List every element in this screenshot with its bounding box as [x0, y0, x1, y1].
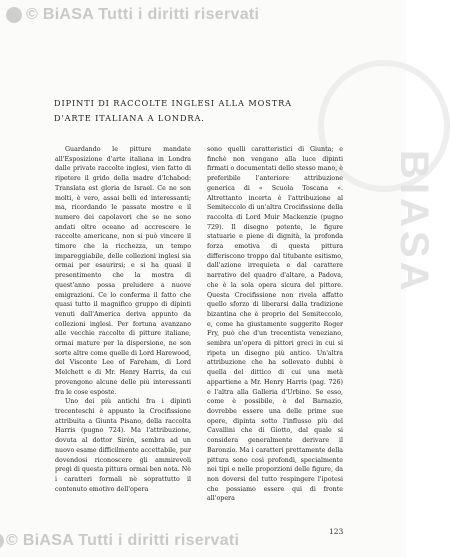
article-title: [54, 96, 354, 126]
page-number: 123: [329, 527, 344, 536]
text-column-right: [207, 145, 343, 504]
watermark-top: © BiASA Tutti i diritti riservati: [26, 6, 260, 23]
paragraph: Guardando le pitture mandate all'Esposizione d'arte italiana in Londra dalle private raccolte inglesi, vien fatto di ripetere il grido della madre d'Ichabod: Translata est gloria de Israel. Ce ne son molti, è vero, assai belli ed interessanti; ma, ricordando le passate mostre e il numero dei capolavori che se ne sono andati oltre oceano ad accrescere le raccolte americane, non si può vincere il timore che la ricchezza, un tempo impareggiabile, delle collezioni inglesi sia ormai per esaurirsi; e si ha quasi il presentimento che la mostra di quest'anno possa preludere a nuove emigrazioni. Ce lo conferma il fatto che quasi tutto il magnifico gruppo di dipinti venuti dall'America deriva appunto da collezioni inglesi. Per fortuna avanzano alle vecchie raccolte di pitture italiane, ormai mature per la dispersione, ne son sorte altre come quelle di Lord Harewood, del Visconte Lee of Fareham, di Lord Melchett e di Mr. Henry Harris, da cui provengono alcune delle più interessanti fra le cose esposte.: [55, 146, 191, 396]
text-column-left: [55, 145, 191, 494]
article-title-line-1: DIPINTI DI RACCOLTE INGLESI ALLA MOSTRA: [54, 98, 292, 108]
watermark-bottom: © BiASA Tutti i diritti riservati: [6, 532, 240, 549]
watermark-logo-icon: [6, 7, 22, 23]
article-title-line-2: D'ARTE ITALIANA A LONDRA.: [54, 113, 205, 123]
paragraph: Uno dei più antichi fra i dipinti trecenteschi è appunto la Crocifissione attribuita a Giunta Pisano, della raccolta Harris (pugno 724). Ma l'attribuzione, dovuta al dottor Sirén, sembra ad un nuovo esame difficilmente accettabile, pur dovendosi riconoscere gli ammirevoli pregi di questa pittura ormai ben nota. Nè i caratteri formali nè soprattutto il contenuto emotivo dell'opera: [55, 398, 191, 493]
watermark-vertical: BIASA: [392, 150, 436, 295]
paragraph: sono quelli caratteristici di Giunta; e finchè non vengano alla luce dipinti firmati o documentati dello stesso mano, è preferibile l'anteriore attribuzione generica di « Scuola Toscana ». Altrettanto incerta è l'attribuzione al Semiteccolo di un'altra Crocifissione della raccolta di Lord Muir Mackenzie (pugno 729). Il disegno potente, le figure statuarie e piene di dignità, la profonda forza emotiva di questa pittura differiscono troppo dal titubante esitismo, dall'azione irrequieta e dal carattere narrativo del quadro d'altare, a Padova, che è la sola opera sicura del pittore. Questa Crocifissione non rivela affatto quello sforzo di liberarsi dalla tradizione bizantina che è proprio del Semiteccolo, e, come ha giustamente suggerito Roger Fry, può che d'un trecentista veneziano, sembra un'opera di pittori greci in cui si ripeta un disegno più antico. Un'altra attribuzione che ha sollevato dubbi è quella del dittico di cui una metà appartiene a Mr. Henry Harris (pag. 726) e l'altra alla Galleria d'Urbino. Se esso, come è possibile, è del Barnazio, dovrebbe essere una delle prime sue opere, dipinta sotto l'influsso più del Cavallini che di Giotto, dal quale si considera generalmente derivare il Baronzio. Ma i caratteri prettamente della pittura sono così profondi, specialmente nei tipi e nelle proporzioni delle figure, da non doversi del tutto respingere l'ipotesi che possiamo essere qui di fronte all'opera: [207, 146, 343, 503]
